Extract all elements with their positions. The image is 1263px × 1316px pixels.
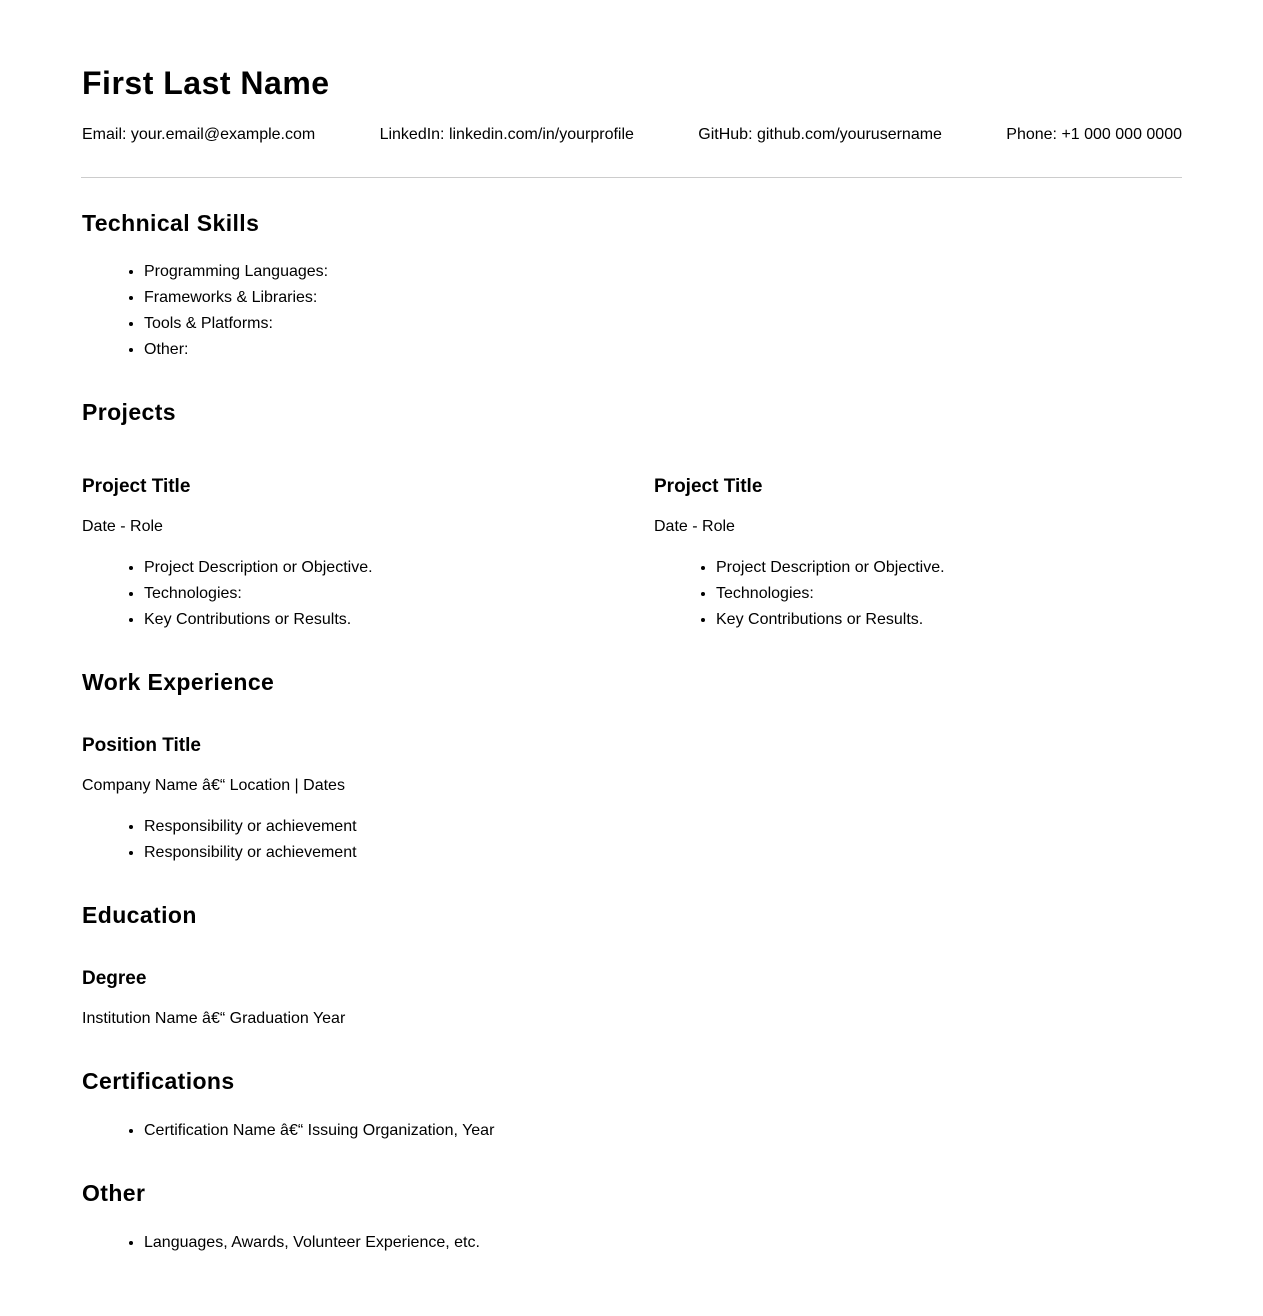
list-item: • Key Contributions or Results. <box>144 607 373 633</box>
section-heading-education: Education <box>82 902 197 928</box>
project-meta: Date - Role <box>654 518 735 535</box>
list-item: • Project Description or Objective. <box>144 555 373 581</box>
skills-list <box>82 259 328 363</box>
list-item: • Technologies: <box>716 581 945 607</box>
contact-row <box>82 126 1182 144</box>
contact-linkedin: LinkedIn: linkedin.com/in/yourprofile <box>379 126 634 143</box>
position-title: Position Title <box>82 735 201 756</box>
list-item: • Responsibility or achievement <box>144 840 357 866</box>
project-title: Project Title <box>82 476 191 497</box>
list-item: • Languages, Awards, Volunteer Experience, etc. <box>144 1230 480 1256</box>
contact-email: Email: your.email@example.com <box>82 126 316 143</box>
certifications-list <box>82 1118 494 1144</box>
contact-phone: Phone: +1 000 000 0000 <box>1006 126 1182 143</box>
work-meta: Company Name â€“ Location | Dates <box>82 777 345 794</box>
project-bullets <box>654 555 945 633</box>
section-heading-work: Work Experience <box>82 669 275 695</box>
other-list <box>82 1230 480 1256</box>
list-item: • Programming Languages: <box>144 259 328 285</box>
list-item: • Project Description or Objective. <box>716 555 945 581</box>
list-item: • Frameworks & Libraries: <box>144 285 328 311</box>
contact-github: GitHub: github.com/yourusername <box>698 126 942 143</box>
project-meta: Date - Role <box>82 518 163 535</box>
education-meta: Institution Name â€“ Graduation Year <box>82 1010 346 1027</box>
section-heading-other: Other <box>82 1180 146 1206</box>
section-heading-skills: Technical Skills <box>82 210 260 236</box>
section-heading-projects: Projects <box>82 399 176 425</box>
list-item: • Key Contributions or Results. <box>716 607 945 633</box>
list-item: • Tools & Platforms: <box>144 311 328 337</box>
header-divider <box>81 177 1182 178</box>
project-title: Project Title <box>654 476 763 497</box>
work-bullets <box>82 814 357 866</box>
project-bullets <box>82 555 373 633</box>
list-item: • Responsibility or achievement <box>144 814 357 840</box>
list-item: • Certification Name â€“ Issuing Organization, Year <box>144 1118 494 1144</box>
list-item: • Other: <box>144 337 328 363</box>
list-item: • Technologies: <box>144 581 373 607</box>
section-heading-certifications: Certifications <box>82 1068 235 1094</box>
resume-name: First Last Name <box>82 65 330 101</box>
degree-title: Degree <box>82 968 147 989</box>
